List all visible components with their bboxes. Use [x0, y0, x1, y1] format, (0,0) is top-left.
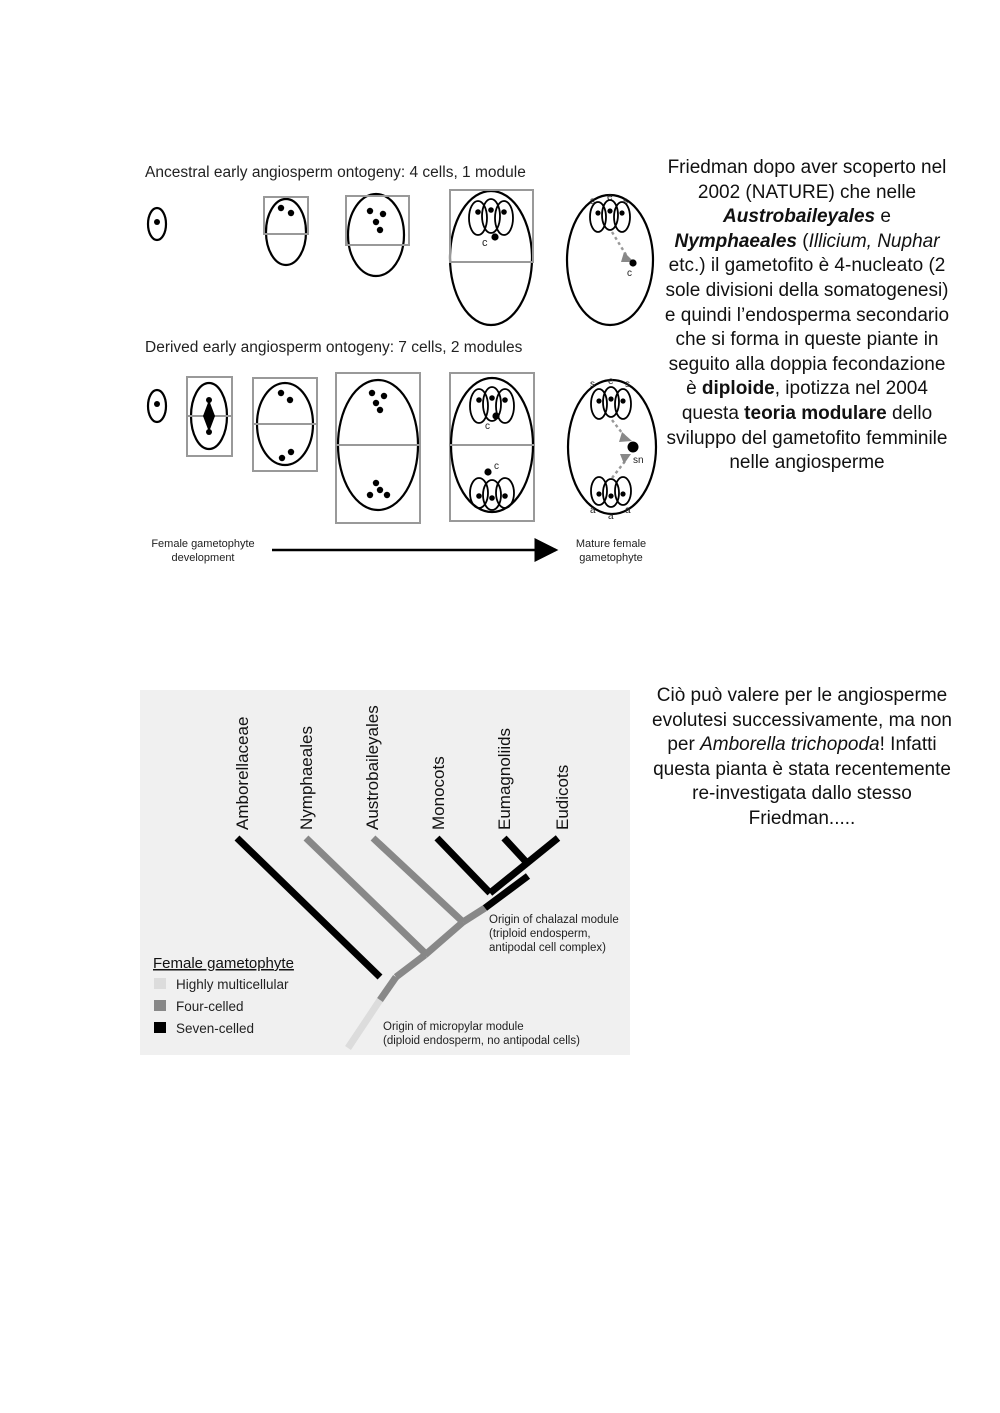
- ontogeny-diagram: [140, 150, 660, 575]
- taxon-amborellaceae: Amborellaceae: [233, 716, 252, 830]
- p1-teoria-modulare: teoria modulare: [744, 402, 887, 424]
- chalazal-line2: (triploid endosperm,: [489, 928, 591, 940]
- legend-label-highly-multicellular: Highly multicellular: [176, 977, 289, 992]
- p2-text-1: Ciò può valere per le angiosperme evolutesi successivamente, ma non per: [652, 685, 952, 756]
- ancestral-stage-4: [450, 190, 533, 325]
- label-s-left: s: [590, 196, 595, 207]
- p1-text-2: e: [875, 206, 891, 228]
- paragraph-friedman-theory: [662, 156, 952, 476]
- p1-diploide: diploide: [701, 378, 775, 400]
- p1-text-1: Friedman dopo aver scoperto nel 2002 (NATURE) che nelle: [667, 157, 947, 203]
- taxon-monocots: Monocots: [429, 756, 448, 830]
- label-c: c: [482, 237, 488, 249]
- ancestral-stage-3: [346, 194, 409, 276]
- legend-swatch-seven-celled: [154, 1022, 166, 1033]
- phylogeny-tree: [140, 690, 630, 1055]
- derived-title: Derived early angiosperm ontogeny: 7 cells, 2 modules: [145, 339, 523, 356]
- tree-legend: [153, 955, 294, 1036]
- p1-austrobaileyales: Austrobaileyales: [723, 206, 876, 228]
- axis-left-line2: development: [171, 552, 235, 564]
- p1-text-3: (: [796, 230, 809, 252]
- legend-label-seven-celled: Seven-celled: [176, 1021, 255, 1036]
- axis-right-line1: Mature female: [575, 538, 647, 550]
- phylogeny-figure: [140, 690, 630, 1055]
- taxon-austrobaileyales: Austrobaileyales: [363, 705, 382, 830]
- legend-title: Female gametophyte: [153, 955, 294, 972]
- p1-nymphaeales: Nymphaeales: [674, 230, 797, 252]
- legend-swatch-four-celled: [154, 1000, 166, 1011]
- label-s-2-left: s: [590, 379, 595, 390]
- micropylar-line1: Origin of micropylar module: [383, 1021, 524, 1033]
- p1-text-6: dello sviluppo del gametofito femminile nelle angiosperme: [666, 402, 948, 474]
- ontogeny-figure: [140, 150, 660, 575]
- label-sn: sn: [633, 455, 644, 466]
- legend-swatch-highly-multicellular: [154, 978, 166, 989]
- paragraph-amborella: [652, 684, 952, 832]
- ancestral-title: Ancestral early angiosperm ontogeny: 4 cells, 1 module: [145, 164, 526, 181]
- derived-stage-3: [253, 378, 317, 471]
- derived-stage-1: [148, 390, 166, 422]
- ancestral-stage-1: [148, 208, 166, 240]
- ancestral-stage-2: [264, 197, 308, 265]
- taxon-eumagnoliids: Eumagnoliids: [495, 727, 514, 830]
- label-c-top: c: [485, 421, 490, 432]
- derived-stage-4: [336, 373, 420, 523]
- taxon-nymphaeales: Nymphaeales: [297, 726, 316, 830]
- derived-stage-6-mature: [568, 376, 656, 522]
- label-a-1: a: [590, 505, 596, 516]
- derived-stage-5: [450, 373, 534, 521]
- axis-left-line1: Female gametophyte: [151, 538, 255, 550]
- taxon-eudicots: Eudicots: [553, 764, 572, 830]
- label-s-2-right: s: [625, 379, 630, 390]
- chalazal-line3: antipodal cell complex): [489, 942, 606, 954]
- label-c-mature: c: [627, 268, 632, 279]
- axis-right-line2: gametophyte: [579, 552, 643, 564]
- label-a-3: a: [625, 505, 631, 516]
- p2-amborella-trichopoda: Amborella trichopoda: [700, 734, 880, 756]
- micropylar-line2: (diploid endosperm, no antipodal cells): [383, 1035, 580, 1047]
- ancestral-stage-5-mature: [567, 192, 653, 325]
- label-c-bottom: c: [494, 461, 499, 472]
- label-e-2: e: [608, 376, 614, 387]
- label-a-2: a: [608, 511, 614, 522]
- chalazal-line1: Origin of chalazal module: [489, 914, 619, 926]
- legend-label-four-celled: Four-celled: [176, 999, 244, 1014]
- p1-text-5: , ipotizza nel 2004 questa: [681, 378, 928, 424]
- p2-text-2: ! Infatti questa pianta è stata recentemente re-investigata dallo stesso Friedman.....: [653, 734, 951, 829]
- label-e: e: [607, 192, 613, 203]
- label-s-right: s: [623, 196, 628, 207]
- p1-text-4: etc.) il gametofito è 4-nucleato (2 sole divisioni della somatogenesi) e quindi l’endosperma secondario che si forma in queste piante in seguito alla doppia fecondazione è: [664, 255, 950, 400]
- p1-illicium-nuphar: Illicium, Nuphar: [808, 230, 940, 252]
- derived-stage-2: [187, 377, 232, 456]
